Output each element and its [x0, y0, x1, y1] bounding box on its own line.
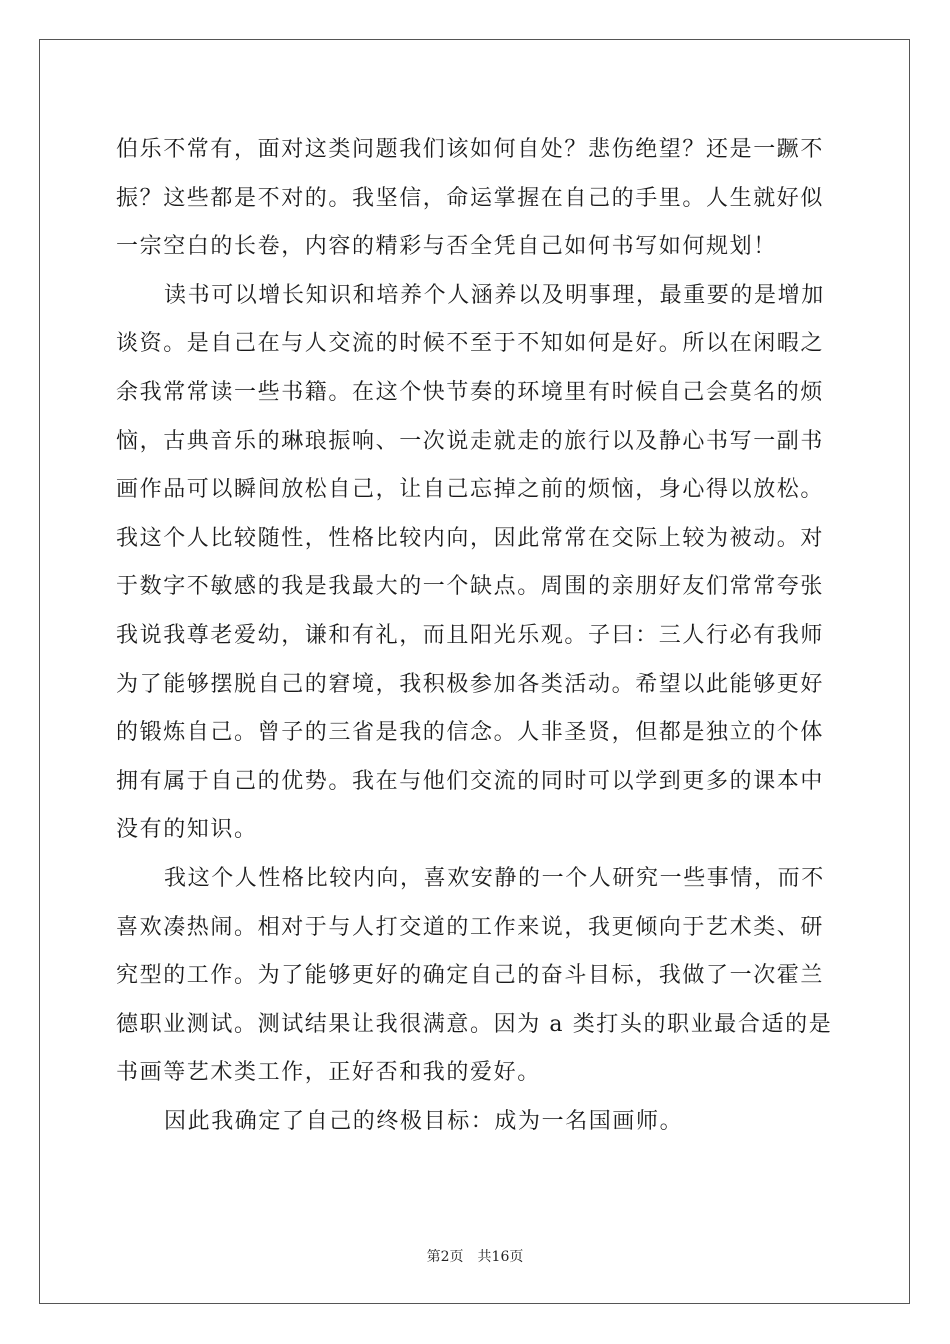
text-line: 振？这些都是不对的。我坚信，命运掌握在自己的手里。人生就好似 — [116, 185, 825, 211]
text-line: 德职业测试。测试结果让我很满意。因为 a 类打头的职业最合适的是 — [116, 1011, 833, 1037]
text-line: 谈资。是自己在与人交流的时候不至于不知如何是好。所以在闲暇之 — [116, 331, 825, 357]
document-body — [116, 126, 836, 1146]
text-line: 喜欢凑热闹。相对于与人打交道的工作来说，我更倾向于艺术类、研 — [116, 914, 825, 940]
text-line: 余我常常读一些书籍。在这个快节奏的环境里有时候自己会莫名的烦 — [116, 379, 825, 405]
page-footer — [0, 1247, 950, 1267]
text-line: 一宗空白的长卷，内容的精彩与否全凭自己如何书写如何规划！ — [116, 234, 777, 260]
text-line: 于数字不敏感的我是我最大的一个缺点。周围的亲朋好友们常常夸张 — [116, 574, 825, 600]
text-line: 为了能够摆脱自己的窘境，我积极参加各类活动。希望以此能够更好 — [116, 671, 825, 697]
text-line: 我这个人性格比较内向，喜欢安静的一个人研究一些事情，而不 — [164, 865, 825, 891]
text-line: 我说我尊老爱幼，谦和有礼，而且阳光乐观。子曰：三人行必有我师 — [116, 622, 825, 648]
text-line: 书画等艺术类工作，正好否和我的爱好。 — [116, 1060, 541, 1086]
text-line: 因此我确定了自己的终极目标：成为一名国画师。 — [164, 1108, 684, 1134]
text-line: 拥有属于自己的优势。我在与他们交流的同时可以学到更多的课本中 — [116, 768, 825, 794]
text-line: 的锻炼自己。曾子的三省是我的信念。人非圣贤，但都是独立的个体 — [116, 720, 825, 746]
text-line: 没有的知识。 — [116, 817, 258, 843]
text-line: 我这个人比较随性，性格比较内向，因此常常在交际上较为被动。对 — [116, 525, 825, 551]
text-line: 画作品可以瞬间放松自己，让自己忘掉之前的烦恼，身心得以放松。 — [116, 477, 825, 503]
page-number: 第2页 — [426, 1249, 464, 1265]
page-total: 共16页 — [477, 1249, 524, 1265]
text-line: 究型的工作。为了能够更好的确定自己的奋斗目标，我做了一次霍兰 — [116, 963, 825, 989]
text-line: 恼，古典音乐的琳琅振响、一次说走就走的旅行以及静心书写一副书 — [116, 428, 825, 454]
text-line: 读书可以增长知识和培养个人涵养以及明事理，最重要的是增加 — [164, 282, 825, 308]
text-line: 伯乐不常有，面对这类问题我们该如何自处？悲伤绝望？还是一蹶不 — [116, 137, 825, 162]
